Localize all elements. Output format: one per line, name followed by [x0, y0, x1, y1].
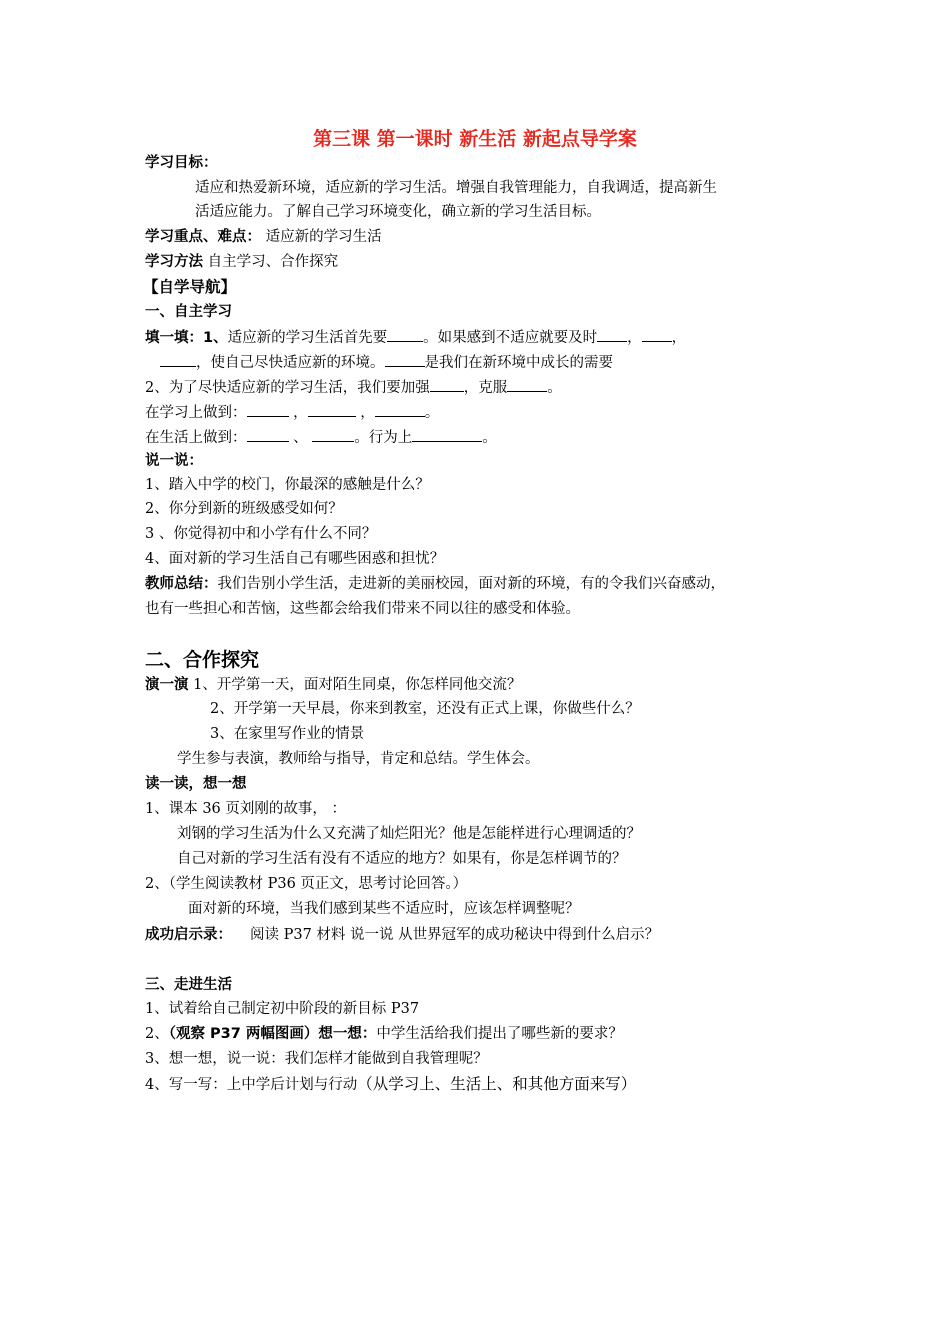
blank[interactable]	[412, 426, 482, 442]
blank[interactable]	[430, 376, 464, 392]
blank[interactable]	[642, 326, 672, 342]
say-item-3: 3 、你觉得初中和小学有什么不同？	[145, 526, 377, 542]
read-item-2: 2、（学生阅读教材 P36 页正文，思考讨论回答。）	[145, 876, 468, 892]
blank[interactable]	[387, 326, 423, 342]
say-item-1: 1、踏入中学的校门，你最深的感触是什么？	[145, 477, 430, 493]
act-line-1: 演一演 1、开学第一天，面对陌生同桌，你怎样同他交流？	[145, 677, 522, 693]
goals-line-1: 适应和热爱新环境，适应新的学习生活。增强自我管理能力，自我调适，提高新生	[195, 180, 717, 196]
blank[interactable]	[312, 426, 354, 442]
success-text: 阅读 P37 材料 说一说 从世界冠军的成功秘诀中得到什么启示？	[250, 927, 660, 943]
section-2-heading: 二、合作探究	[145, 649, 260, 671]
act-line-3: 3、在家里写作业的情景	[210, 726, 365, 742]
blank[interactable]	[247, 426, 289, 442]
life-line: 在生活上做到： 、 。行为上 。	[145, 426, 497, 448]
fill-label: 填一填：1、	[145, 330, 228, 346]
read-item-1a: 刘钢的学习生活为什么又充满了灿烂阳光？他是怎能样进行心理调适的？	[177, 826, 641, 842]
read-item-1: 1、课本 36 页刘刚的故事， ：	[145, 801, 347, 817]
blank[interactable]	[247, 401, 289, 417]
read-item-1b: 自己对新的学习生活有没有不适应的地方？如果有，你是怎样调节的？	[177, 851, 627, 867]
method-text: 自主学习、合作探究	[207, 254, 339, 270]
say-item-4: 4、面对新的学习生活自己有哪些困惑和担忧？	[145, 551, 445, 567]
blank[interactable]	[375, 401, 425, 417]
focus-line	[145, 227, 382, 247]
section-3-heading: 三、走进生活	[145, 977, 232, 993]
read-item-2a: 面对新的环境，当我们感到某些不适应时，应该怎样调整呢？	[188, 901, 580, 917]
blank[interactable]	[308, 401, 356, 417]
life-item-4: 4、写一写：上中学后计划与行动（从学习上、生活上、和其他方面来写）	[145, 1075, 637, 1093]
focus-text: 适应新的学习生活	[265, 229, 382, 245]
method-line	[145, 252, 338, 272]
say-heading: 说一说：	[145, 453, 203, 469]
fill-line-1: 填一填：1、适应新的学习生活首先要 。如果感到不适应就要及时 ， ，	[145, 326, 686, 348]
summary-label: 教师总结：	[145, 576, 218, 592]
life-item-1: 1、试着给自己制定初中阶段的新目标 P37	[145, 1001, 420, 1017]
read-heading: 读一读，想一想	[145, 776, 247, 792]
blank[interactable]	[385, 351, 425, 367]
focus-label: 学习重点、难点：	[145, 229, 261, 245]
study-line: 在学习上做到： ， ， 。	[145, 401, 439, 423]
self-study-nav: 【自学导航】	[143, 278, 237, 296]
act-note: 学生参与表演，教师给与指导，肯定和总结。学生体会。	[177, 751, 540, 767]
goals-line-2: 活适应能力。了解自己学习环境变化，确立新的学习生活目标。	[195, 204, 601, 220]
life-item-2: 2、（观察 P37 两幅图画）想一想：中学生活给我们提出了哪些新的要求？	[145, 1026, 623, 1042]
success-line	[145, 925, 659, 945]
blank[interactable]	[160, 351, 196, 367]
success-label: 成功启示录：	[145, 927, 232, 943]
summary-line-1: 教师总结：我们告别小学生活，走进新的美丽校园，面对新的环境，有的令我们兴奋感动，	[145, 576, 725, 592]
fill-line-2: ，使自己尽快适应新的环境。 是我们在新环境中成长的需要	[160, 351, 613, 373]
act-label: 演一演	[145, 677, 189, 693]
page-title: 第三课 第一课时 新生活 新起点导学案	[313, 128, 637, 150]
goals-label: 学习目标：	[145, 155, 218, 171]
summary-line-2: 也有一些担心和苦恼，这些都会给我们带来不同以往的感受和体验。	[145, 601, 580, 617]
blank[interactable]	[507, 376, 547, 392]
blank[interactable]	[597, 326, 627, 342]
section-1-heading: 一、自主学习	[145, 304, 232, 320]
act-line-2: 2、开学第一天早晨，你来到教室，还没有正式上课，你做些什么？	[210, 701, 640, 717]
life-item-3: 3、想一想，说一说：我们怎样才能做到自我管理呢？	[145, 1051, 488, 1067]
say-item-2: 2、你分到新的班级感受如何？	[145, 501, 343, 517]
fill-line-3: 2、为了尽快适应新的学习生活，我们要加强 ，克服 。	[145, 376, 562, 398]
method-label: 学习方法	[145, 254, 203, 270]
